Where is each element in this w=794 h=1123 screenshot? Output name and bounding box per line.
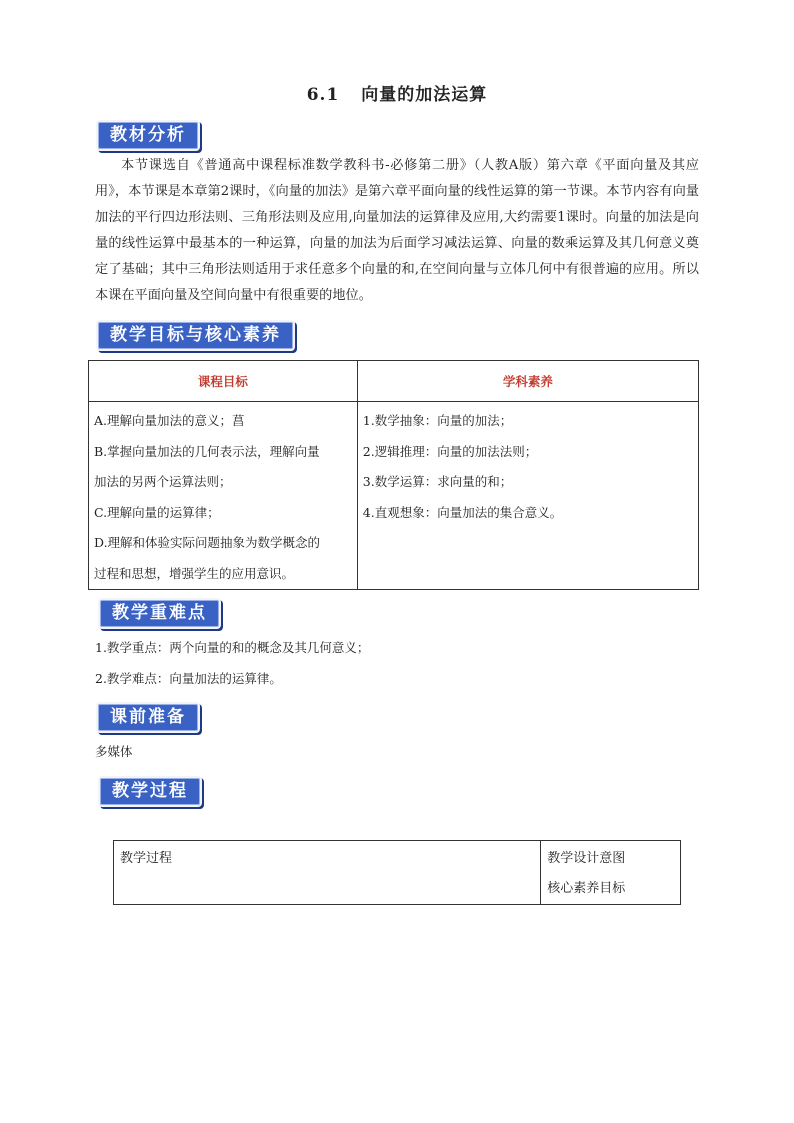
key-point-line: 1.教学重点：两个向量的和的概念及其几何意义； xyxy=(95,640,370,655)
section-tag-preparation: 课前准备 xyxy=(96,702,200,733)
course-goal-line: D.理解和体验实际问题抽象为数学概念的 xyxy=(94,535,321,550)
course-goal-line: B.掌握向量加法的几何表示法，理解向量 xyxy=(94,443,320,459)
title-number: 6.1 xyxy=(306,85,340,105)
section-tag-key-points: 教学重难点 xyxy=(98,598,221,629)
goals-table xyxy=(88,360,699,590)
process-table xyxy=(113,840,681,905)
goals-header-literacy: 学科素养 xyxy=(357,361,698,402)
literacy-line: 4.直观想象：向量加法的集合意义。 xyxy=(362,504,563,520)
process-table-row xyxy=(114,841,681,905)
course-goal-line: 加法的另两个运算法则； xyxy=(94,474,232,489)
section-tag-process: 教学过程 xyxy=(98,776,202,807)
preparation-text: 多媒体 xyxy=(95,744,133,759)
design-intent-cell xyxy=(541,841,681,905)
literacy-cell xyxy=(357,402,698,590)
course-goals-cell xyxy=(89,402,358,590)
course-goal-line: 过程和思想，增强学生的应用意识。 xyxy=(94,565,295,581)
analysis-paragraph: 本节课选自《普通高中课程标准数学教科书-必修第二册》（人教A版）第六章《平面向量及其应用》，本节课是本章第2课时，《向量的加法》是第六章平面向量的线性运算的第一节课。本节内容有向量加法的平行四边形法则、三角形法则及应用,向量加法的运算律及应用,大约需要1课时。向量的加法是向量的线性运算中最基本的一种运算，向量的加法为后面学习减法运算、向量的数乘运算及其几何意义奠定了基础；其中三角形法则适用于求任意多个向量的和,在空间向量与立体几何中有很普遍的应用。所以本课在平面向量及空间向量中有很重要的地位。 xyxy=(95,158,699,303)
literacy-line: 1.数学抽象：向量的加法； xyxy=(362,413,513,428)
goals-table-body-row xyxy=(89,402,699,590)
title-text: 向量的加法运算 xyxy=(361,85,488,105)
document-title xyxy=(0,80,794,105)
literacy-line: 2.逻辑推理：向量的加法法则； xyxy=(362,443,538,459)
process-cell: 教学过程 xyxy=(114,841,541,905)
section-tag-goals: 教学目标与核心素养 xyxy=(96,320,295,351)
design-intent-label: 教学设计意图 xyxy=(547,851,626,866)
key-point-line: 2.教学难点：向量加法的运算律。 xyxy=(95,671,282,686)
course-goal-line: C.理解向量的运算律； xyxy=(94,504,220,520)
section-tag-analysis: 教材分析 xyxy=(96,120,200,151)
literacy-line: 3.数学运算：求向量的和； xyxy=(362,474,513,489)
course-goal-line: A.理解向量加法的意义；菖 xyxy=(94,413,245,428)
literacy-goal-label: 核心素养目标 xyxy=(547,881,626,896)
goals-table-header-row xyxy=(89,361,699,402)
goals-header-course: 课程目标 xyxy=(89,361,358,402)
